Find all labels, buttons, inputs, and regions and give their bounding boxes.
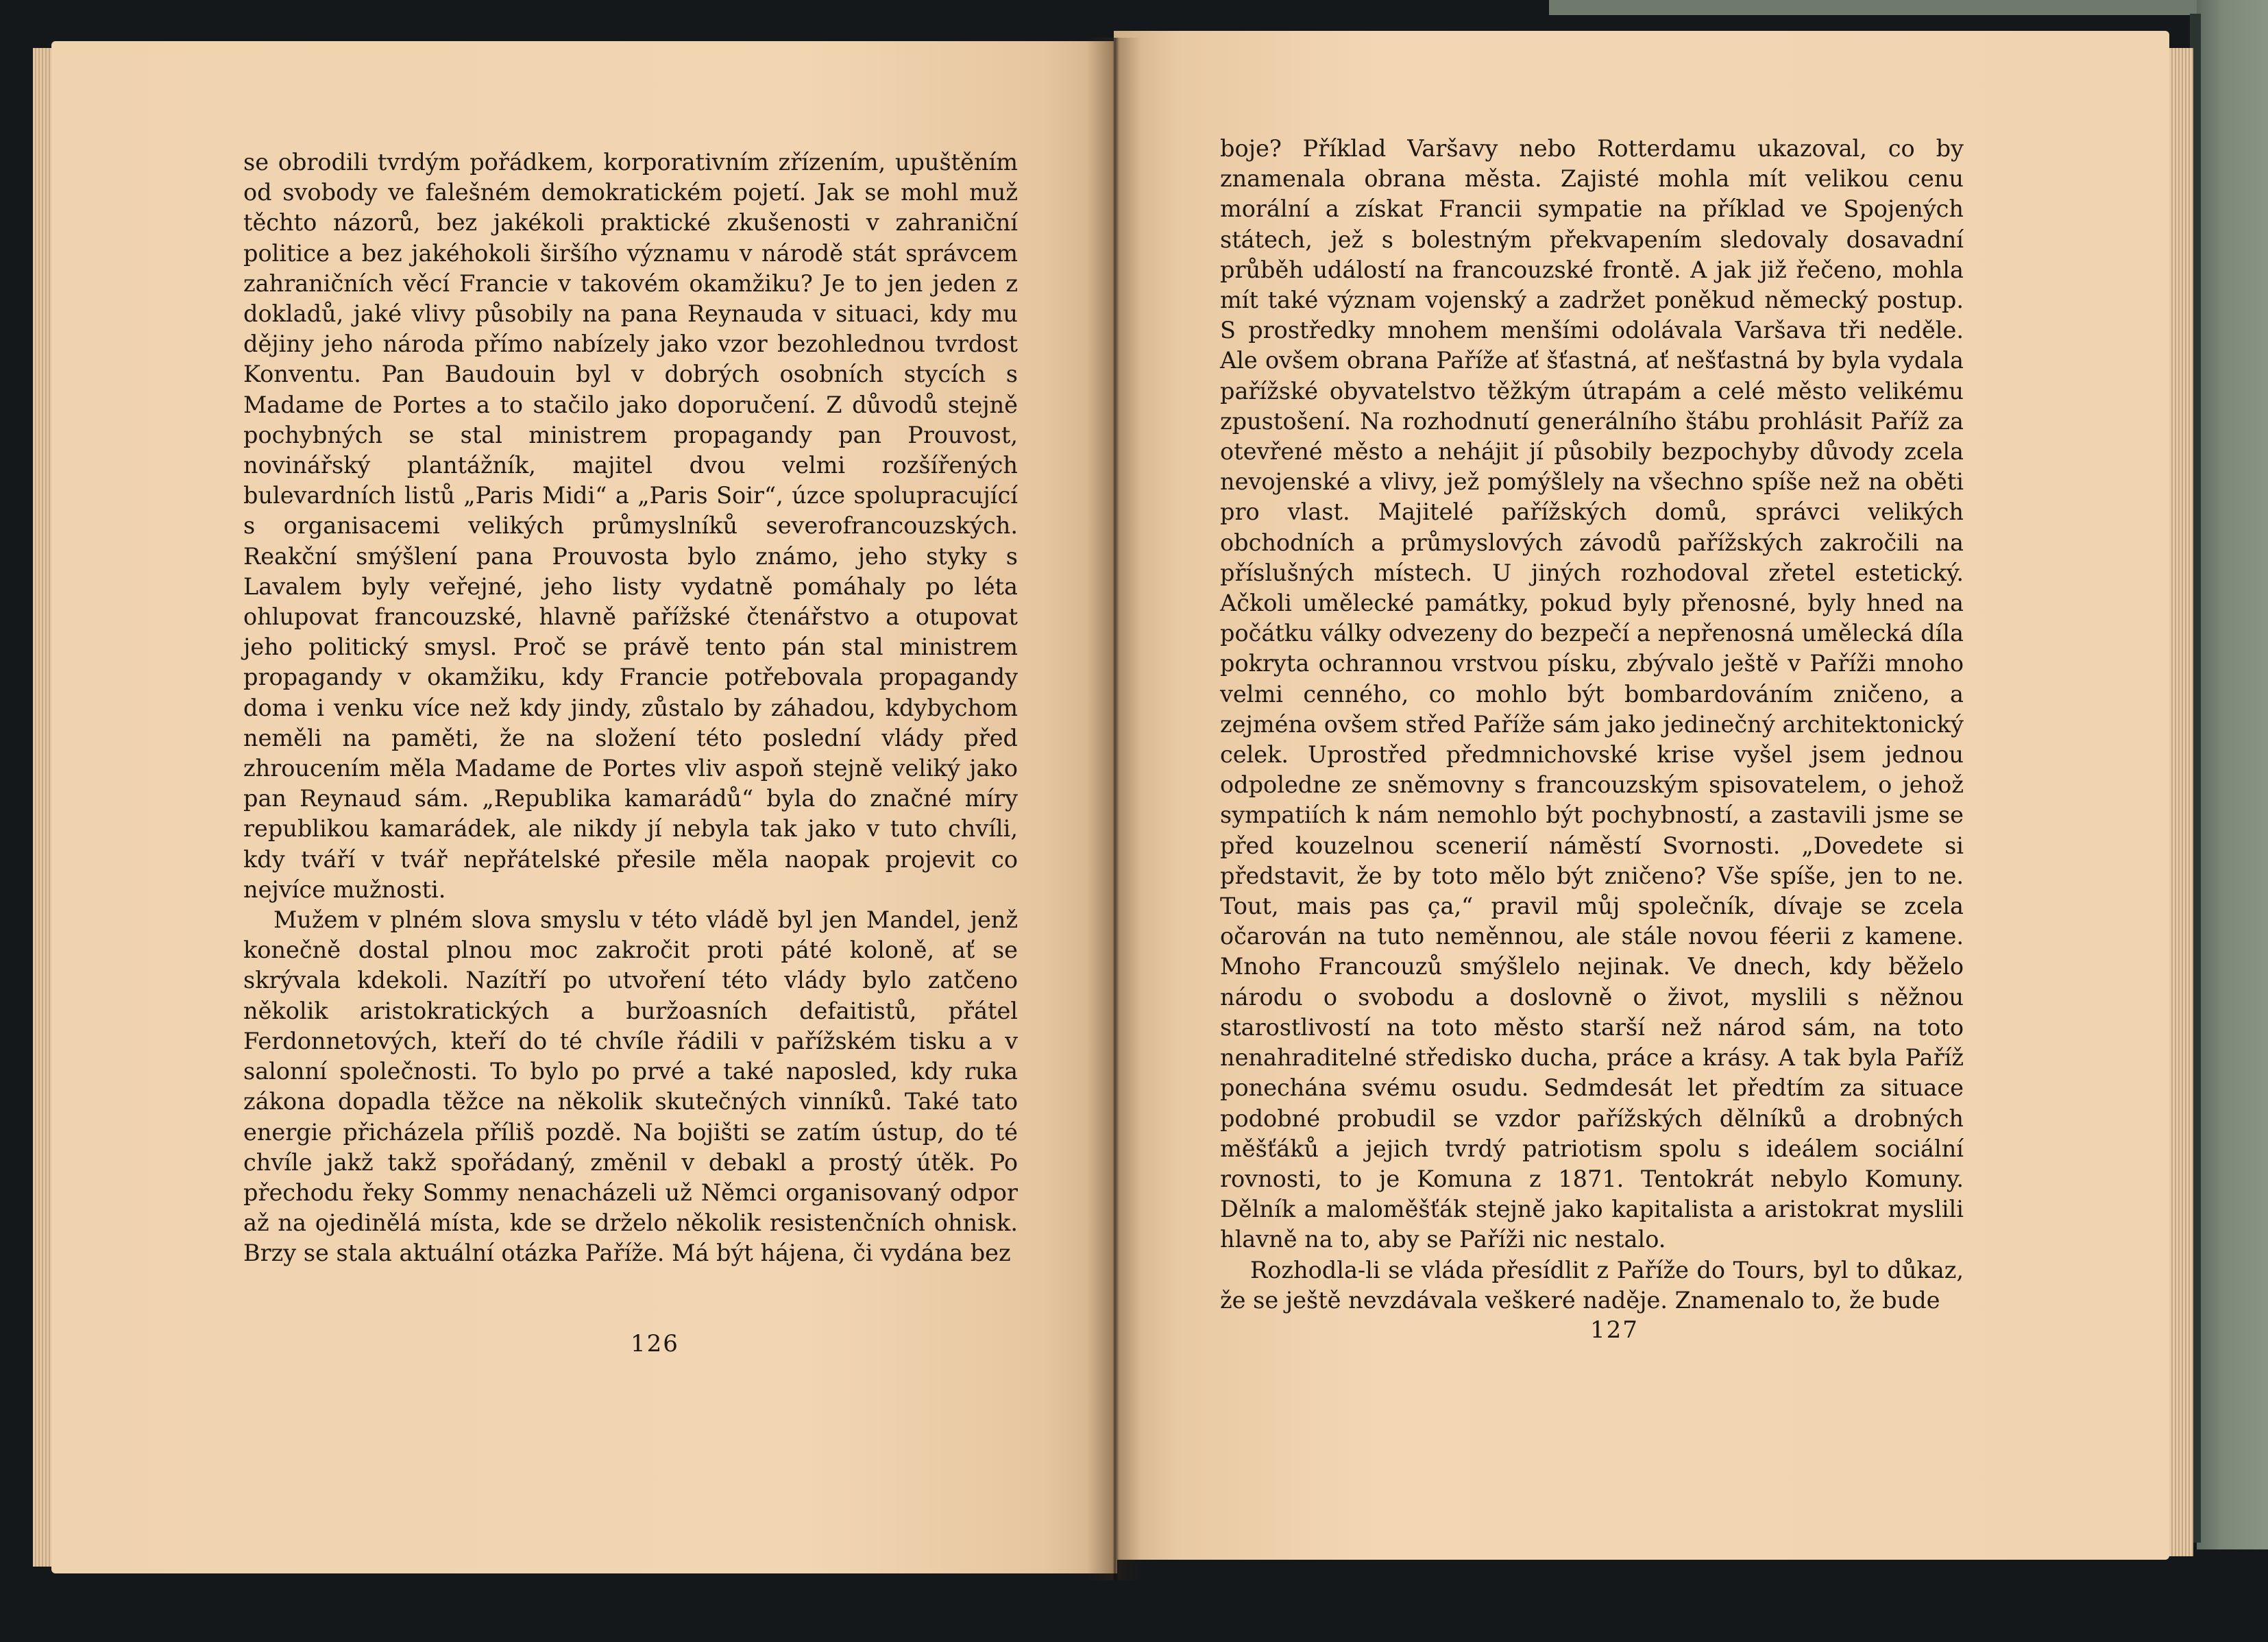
right-paragraph-1: boje? Příklad Varšavy nebo Rotterdamu ukazoval, co by znamenala obrana města. Zajisté mohla mít velikou cenu morální a získat Francii sympatie na příklad ve Spojených státech, jež s bolestným překvapením sledovaly dosavadní průběh událostí na francouzské frontě. A jak již řečeno, mohla mít také význam vojenský a zadržet poněkud německý postup. S prostředky mnohem menšími odolávala Varšava tři neděle. Ale ovšem obrana Paříže ať šťastná, ať nešťastná by byla vydala pařížské obyvatelstvo těžkým útrapám a celé město velikému zpustošení. Na rozhodnutí generálního štábu prohlásit Paříž za otevřené město a nehájit jí působily bezpochyby důvody zcela nevojenské a vlivy, jež pomýšlely na všechno spíše než na oběti pro vlast. Majitelé pařížských domů, správci velikých obchodních a průmyslových závodů pařížských zakročili na příslušných místech. U jiných rozhodoval zřetel estetický. Ačkoli umělecké památky, pokud byly přenosné, byly hned na počátku války odvezeny do bezpečí a nepřenosná umělecká díla pokryta ochrannou vrstvou písku, zbývalo ještě v Paříži mnoho velmi cenného, co mohlo být bombardováním zničeno, a zejména ovšem střed Paříže sám jako jedinečný architektonický celek. Uprostřed předmnichovské krise vyšel jsem jednou odpoledne ze sněmovny s francouzským spisovatelem, o jehož sympatiích k nám nemohlo být pochybností, a zastavili jsme se před kouzelnou scenerií náměstí Svornosti. „Dovedete si představit, že by toto mělo být zničeno? Vše spíše, jen to ne. Tout, mais pas ça,“ pravil můj společník, dívaje se zcela očarován na tuto neměnnou, ale stále novou féerii z kamene. Mnoho Francouzů smýšlelo nejinak. Ve dnech, kdy běželo národu o svobodu a doslovně o život, myslili s něžnou starostlivostí na toto město starší než národ sám, na toto nenahraditelné středisko ducha, práce a krásy. A tak byla Paříž ponechána svému osudu. Sedmdesát let předtím za situace podobné probudil se vzdor pařížských dělníků a drobných měšťáků a jejich tvrdý patriotism spolu s ideálem sociální rovnosti, to je Komuna z 1871. Tentokrát nebylo Komuny. Dělník a maloměšťák stejně jako kapitalista a aristokrat myslili hlavně na to, aby se Paříži nic nestalo. bbox=[1220, 135, 1964, 1253]
right-paragraph-2: Rozhodla-li se vláda přesídlit z Paříže do Tours, byl to důkaz, že se ještě nevzdávala veškeré naděje. Znamenalo to, že bude bbox=[1220, 1256, 1964, 1314]
book-cover-right bbox=[2197, 0, 2268, 1549]
left-paragraph-2: Mužem v plném slova smyslu v této vládě byl jen Mandel, jenž konečně dostal plnou moc zakročit proti páté koloně, ať se skrývala kdekoli. Nazítří po utvoření této vlády bylo zatčeno několik aristokratických a buržoasních defaitistů, přátel Ferdonnetových, kteří do té chvíle řádili v pařížském tisku a v salonní společnosti. To bylo po prvé a také naposled, kdy ruka zákona dopadla těžce na několik skutečných vinníků. Také tato energie přicházela příliš pozdě. Na bojišti se zatím ústup, do té chvíle jakž takž spořádaný, změnil v debakl a prostý útěk. Po přechodu řeky Sommy nenacházeli už Němci organisovaný odpor až na ojedinělá místa, kde se drželo několik resistenčních ohnisk. Brzy se stala aktuální otázka Paříže. Má být hájena, či vydána bez bbox=[243, 906, 1018, 1267]
left-paragraph-1: se obrodili tvrdým pořádkem, korporativním zřízením, upuštěním od svobody ve falešném demokratickém pojetí. Jak se mohl muž těchto názorů, bez jakékoli praktické zkušenosti v zahraniční politice a bez jakéhokoli širšího významu v národě stát správcem zahraničních věcí Francie v takovém okamžiku? Je to jen jeden z dokladů, jaké vlivy působily na pana Reynauda v situaci, kdy mu dějiny jeho národa přímo nabízely jako vzor bezohlednou tvrdost Konventu. Pan Baudouin byl v dobrých osobních stycích s Madame de Portes a to stačilo jako doporučení. Z důvodů stejně pochybných se stal ministrem propagandy pan Prouvost, novinářský plantážník, majitel dvou velmi rozšířených bulevardních listů „Paris Midi“ a „Paris Soir“, úzce spolupracující s organisacemi velikých průmyslníků severofrancouzských. Reakční smýšlení pana Prouvosta bylo známo, jeho styky s Lavalem byly veřejné, jeho listy vydatně pomáhaly po léta ohlupovat francouzské, hlavně pařížské čtenářstvo a otupovat jeho politický smysl. Proč se právě tento pán stal ministrem propagandy v okamžiku, kdy Francie potřebovala propagandy doma i venku více než kdy jindy, zůstalo by záhadou, kdybychom neměli na paměti, že na složení této poslední vlády před zhroucením měla Madame de Portes vliv aspoň stejně veliký jako pan Reynaud sám. „Republika kamarádů“ byla do značné míry republikou kamarádek, ale nikdy jí nebyla tak jako v tuto chvíli, kdy tváří v tvář nepřátelské přesile měla naopak projevit co nejvíce mužnosti. bbox=[243, 149, 1018, 903]
page-number-left: 126 bbox=[631, 1330, 679, 1357]
left-page-text bbox=[243, 147, 1018, 1269]
right-page-text bbox=[1220, 134, 1964, 1316]
book-cover-top-edge bbox=[1549, 0, 2268, 15]
book-gutter bbox=[1086, 38, 1141, 1580]
page-number-right: 127 bbox=[1590, 1316, 1639, 1344]
